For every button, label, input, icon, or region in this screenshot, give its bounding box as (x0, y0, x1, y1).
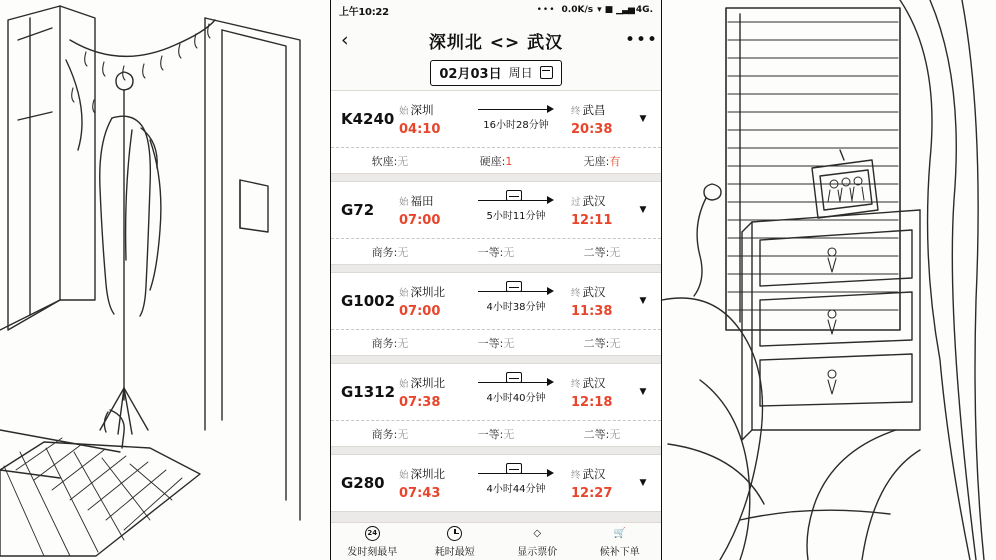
duration-text: 5小时11分钟 (486, 211, 546, 222)
seat-item[interactable] (337, 153, 443, 169)
origin-station (399, 375, 461, 391)
seat-row (331, 329, 661, 355)
wifi-icon: ▾ (597, 5, 602, 15)
train-card[interactable] (331, 272, 661, 356)
origin-name: 深圳北 (410, 466, 446, 481)
duration-block (461, 103, 571, 131)
destination-station (571, 375, 633, 391)
destination-station (571, 466, 633, 482)
seat-row (331, 238, 661, 264)
expand-chevron-down-icon[interactable]: ▼ (639, 114, 647, 124)
destination-block (571, 284, 633, 319)
cart-icon: 🛒 (613, 527, 626, 539)
origin-station (399, 466, 461, 482)
date-picker-button[interactable] (430, 60, 561, 86)
date-value: 02月03日 (439, 67, 502, 82)
arrow-icon (478, 194, 554, 206)
origin-block (399, 466, 461, 501)
sort-shortest-button[interactable] (414, 526, 497, 558)
arrow-icon (478, 467, 554, 479)
train-code: K4240 (341, 110, 395, 128)
status-dots: ••• (536, 5, 556, 15)
train-row[interactable] (331, 455, 661, 511)
seat-label: 二等: (583, 245, 610, 259)
seat-label: 商务: (371, 245, 398, 259)
destination-name: 武昌 (582, 102, 606, 117)
depart-time: 07:43 (399, 485, 441, 501)
destination-tag: 终 (571, 469, 581, 481)
train-row[interactable] (331, 364, 661, 420)
arrive-time: 12:11 (571, 212, 613, 228)
destination-block (571, 102, 633, 137)
battery-icon: ■ (604, 5, 614, 15)
calendar-icon[interactable] (540, 66, 553, 79)
destination-tag: 终 (571, 378, 581, 390)
train-card[interactable] (331, 363, 661, 447)
destination-tag: 终 (571, 287, 581, 299)
seat-item[interactable] (337, 426, 443, 442)
origin-name: 深圳北 (410, 284, 446, 299)
status-bar (331, 0, 661, 20)
train-card[interactable] (331, 181, 661, 265)
train-code: G1002 (341, 292, 396, 310)
seat-item[interactable] (443, 244, 549, 260)
more-icon[interactable]: ••• (625, 30, 659, 50)
high-speed-train-icon (506, 190, 522, 201)
origin-block (399, 193, 461, 228)
expand-chevron-down-icon[interactable]: ▼ (639, 478, 647, 488)
duration-block (461, 194, 571, 222)
seat-item[interactable] (549, 426, 655, 442)
seat-value: 无 (503, 427, 515, 441)
arrow-icon (478, 376, 554, 388)
high-speed-train-icon (506, 463, 522, 474)
train-list[interactable] (331, 90, 661, 522)
seat-label: 软座: (371, 154, 398, 168)
seat-value: 无 (397, 427, 409, 441)
seat-value: 无 (503, 245, 515, 259)
seat-value: 有 (609, 154, 621, 168)
train-code: G280 (341, 474, 385, 492)
train-row[interactable] (331, 91, 661, 147)
seat-label: 二等: (583, 336, 610, 350)
train-code: G1312 (341, 383, 396, 401)
depart-time: 04:10 (399, 121, 441, 137)
origin-station (399, 284, 461, 300)
expand-chevron-down-icon[interactable]: ▼ (639, 387, 647, 397)
destination-tag: 过 (571, 196, 581, 208)
seat-label: 商务: (371, 427, 398, 441)
phone-screen (330, 0, 662, 560)
destination-name: 武汉 (582, 466, 606, 481)
duration-block (461, 285, 571, 313)
seat-label: 硬座: (479, 154, 506, 168)
origin-block (399, 102, 461, 137)
origin-tag: 始 (399, 105, 409, 117)
seat-label: 无座: (583, 154, 610, 168)
bottom-toolbar (331, 522, 661, 560)
seat-label: 商务: (371, 336, 398, 350)
origin-block (399, 284, 461, 319)
arrow-icon (478, 285, 554, 297)
destination-station (571, 193, 633, 209)
clock-24-icon: 24 (365, 526, 380, 541)
seat-row (331, 147, 661, 173)
arrive-time: 20:38 (571, 121, 613, 137)
duration-block (461, 376, 571, 404)
duration-text: 16小时28分钟 (483, 120, 549, 131)
arrive-time: 12:27 (571, 485, 613, 501)
network-speed: 0.0K/s (561, 5, 594, 15)
origin-tag: 始 (399, 287, 409, 299)
seat-label: 一等: (477, 336, 504, 350)
expand-chevron-down-icon[interactable]: ▼ (639, 296, 647, 306)
duration-text: 4小时44分钟 (486, 484, 546, 495)
depart-time: 07:00 (399, 303, 441, 319)
seat-value: 无 (397, 154, 409, 168)
arrive-time: 12:18 (571, 394, 613, 410)
seat-label: 二等: (583, 427, 610, 441)
origin-station (399, 102, 461, 118)
duration-block (461, 467, 571, 495)
seat-item[interactable] (443, 426, 549, 442)
seat-item[interactable] (443, 335, 549, 351)
ticket-icon: ◇ (533, 527, 542, 539)
depart-time: 07:00 (399, 212, 441, 228)
seat-item[interactable] (337, 244, 443, 260)
seat-item[interactable] (549, 244, 655, 260)
seat-label: 一等: (477, 427, 504, 441)
seat-value: 无 (397, 336, 409, 350)
destination-station (571, 102, 633, 118)
destination-block (571, 466, 633, 501)
seat-value: 无 (609, 427, 621, 441)
network-gen-label: 4G. (635, 5, 653, 15)
weekday-value: 周日 (508, 66, 533, 80)
high-speed-train-icon (506, 372, 522, 383)
high-speed-train-icon (506, 281, 522, 292)
seat-label: 一等: (477, 245, 504, 259)
show-price-button[interactable] (496, 526, 579, 558)
destination-station (571, 284, 633, 300)
origin-name: 福田 (410, 193, 434, 208)
expand-chevron-down-icon[interactable]: ▼ (639, 205, 647, 215)
train-row[interactable] (331, 182, 661, 238)
date-bar (331, 60, 661, 90)
train-row[interactable] (331, 273, 661, 329)
nav-bar (331, 20, 661, 60)
origin-name: 深圳 (410, 102, 434, 117)
seat-item[interactable] (549, 335, 655, 351)
seat-value: 无 (609, 245, 621, 259)
sort-earliest-button[interactable] (331, 526, 414, 558)
origin-station (399, 193, 461, 209)
waitlist-order-button[interactable] (579, 526, 662, 558)
destination-name: 武汉 (582, 375, 606, 390)
arrive-time: 11:38 (571, 303, 613, 319)
seat-value: 无 (609, 336, 621, 350)
origin-tag: 始 (399, 378, 409, 390)
destination-tag: 终 (571, 105, 581, 117)
seat-item[interactable] (337, 335, 443, 351)
duration-text: 4小时40分钟 (486, 393, 546, 404)
waitlist-order-label: 候补下单 (599, 546, 640, 558)
train-card[interactable] (331, 90, 661, 174)
back-icon[interactable]: ‹ (341, 28, 349, 51)
origin-name: 深圳北 (410, 375, 446, 390)
destination-name: 武汉 (582, 193, 606, 208)
signal-icon: ▁▃▅ (616, 5, 634, 15)
show-price-label: 显示票价 (517, 546, 558, 558)
seat-value: 1 (505, 154, 513, 168)
destination-block (571, 193, 633, 228)
sort-shortest-label: 耗时最短 (434, 546, 475, 558)
status-time: 上午10:22 (339, 6, 389, 18)
seat-value: 无 (397, 245, 409, 259)
origin-block (399, 375, 461, 410)
train-card[interactable] (331, 454, 661, 512)
destination-block (571, 375, 633, 410)
seat-item[interactable] (549, 153, 655, 169)
duration-text: 4小时38分钟 (486, 302, 546, 313)
destination-name: 武汉 (582, 284, 606, 299)
origin-tag: 始 (399, 469, 409, 481)
seat-row (331, 420, 661, 446)
seat-item[interactable] (443, 153, 549, 169)
stopwatch-icon (447, 526, 462, 541)
arrow-icon (478, 103, 554, 115)
depart-time: 07:38 (399, 394, 441, 410)
train-code: G72 (341, 201, 375, 219)
seat-value: 无 (503, 336, 515, 350)
page-title: 深圳北 <> 武汉 (428, 32, 564, 53)
sort-earliest-label: 发时刻最早 (347, 546, 398, 558)
origin-tag: 始 (399, 196, 409, 208)
